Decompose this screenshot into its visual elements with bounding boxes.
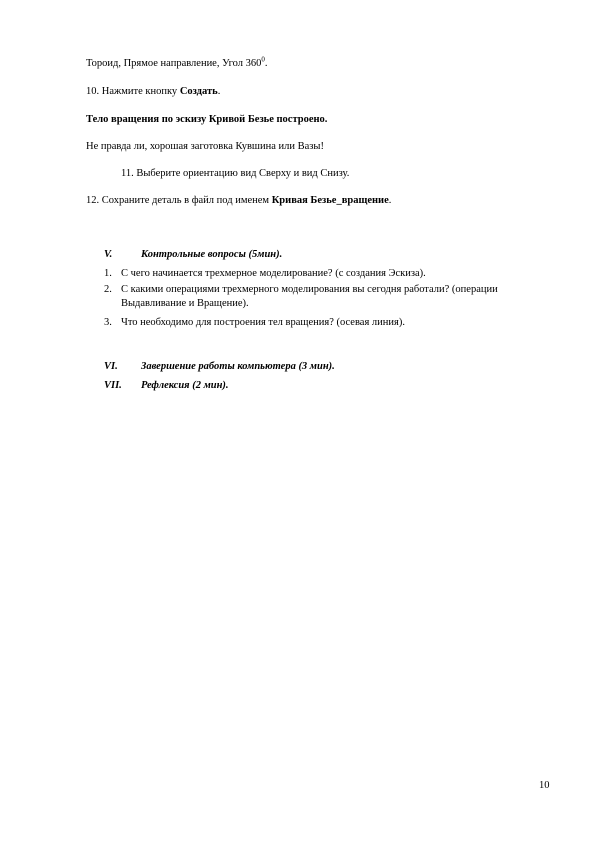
toroid-end: . (264, 58, 268, 69)
question-1-number: 1. (104, 268, 112, 279)
result-bold-text: Тело вращения по эскизу Кривой Безье построено. (86, 114, 328, 125)
step-11-line (121, 168, 349, 179)
toroid-text: Тороид, Прямое направление, Угол 360 (86, 58, 262, 69)
question-3-text: Что необходимо для построения тел вращения? (осевая линия). (121, 317, 405, 328)
remark-text: Не правда ли, хорошая заготовка Кувшина или Вазы! (86, 141, 324, 152)
question-1-text: С чего начинается трехмерное моделирование? (с создания Эскиза). (121, 268, 426, 279)
text-line-toroid (86, 55, 268, 69)
section-vii-numeral: VII. (104, 380, 122, 391)
question-3-number: 3. (104, 317, 112, 328)
degree-superscript: 0 (261, 55, 265, 64)
filename-bold: Кривая Безье_вращение (271, 195, 389, 206)
result-line (86, 114, 327, 125)
question-2-number: 2. (104, 284, 112, 295)
section-vi-numeral: VI. (104, 361, 118, 372)
step-12-text: 12. Сохраните деталь в файл под именем (86, 195, 272, 206)
section-vi-title: Завершение работы компьютера (3 мин). (141, 361, 335, 372)
question-2-text-cont: Выдавливание и Вращение). (121, 298, 249, 309)
step-11-text: 11. Выберите ориентацию вид Сверху и вид Снизу. (121, 168, 350, 179)
remark-line (86, 141, 324, 152)
section-v-numeral: V. (104, 249, 113, 260)
section-v-title: Контрольные вопросы (5мин). (141, 249, 283, 260)
create-button-label: Создать (179, 86, 218, 97)
step-10-text: 10. Нажмите кнопку (86, 86, 180, 97)
page-number: 10 (539, 780, 550, 791)
question-2-text: С какими операциями трехмерного моделирования вы сегодня работали? (операции (121, 284, 498, 295)
section-vii-title: Рефлексия (2 мин). (141, 380, 229, 391)
step-12-line (86, 195, 391, 206)
step-10-end: . (217, 86, 221, 97)
step-12-end: . (388, 195, 392, 206)
step-10-line (86, 86, 220, 97)
